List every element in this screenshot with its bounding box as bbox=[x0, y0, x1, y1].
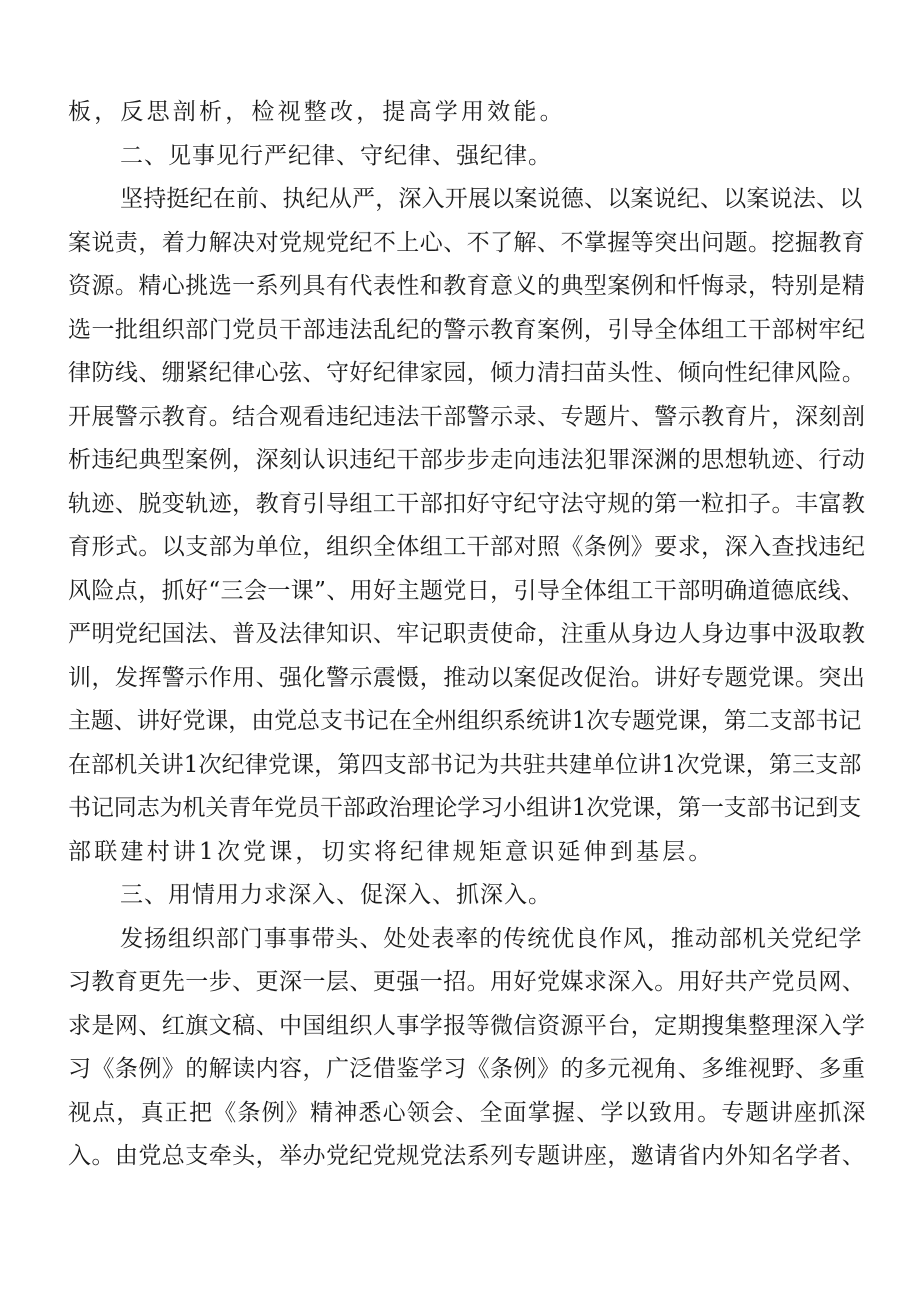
section-heading: 三、用情用力求深入、促深入、抓深入。 bbox=[120, 882, 552, 908]
paragraph-line: 坚持挺纪在前、执纪从严，深入开展以案说德、以案说纪、以案说法、以 bbox=[120, 186, 863, 212]
paragraph-line: 发扬组织部门事事带头、处处表率的传统优良作风，推动部机关党纪学 bbox=[120, 926, 863, 952]
paragraph-line: 习《条例》的解读内容，广泛借鉴学习《条例》的多元视角、多维视野、多重 bbox=[68, 1056, 866, 1082]
paragraph-line: 习教育更先一步、更深一层、更强一招。用好党媒求深入。用好共产党员网、 bbox=[68, 969, 866, 995]
paragraph-line: 律防线、绷紧纪律心弦、守好纪律家园，倾力清扫苗头性、倾向性纪律风险。 bbox=[68, 360, 866, 386]
paragraph-line: 选一批组织部门党员干部违法乱纪的警示教育案例，引导全体组工干部树牢纪 bbox=[68, 317, 866, 343]
paragraph-line: 育形式。以支部为单位，组织全体组工干部对照《条例》要求，深入查找违纪 bbox=[68, 534, 866, 560]
paragraph-line: 析违纪典型案例，深刻认识违纪干部步步走向违法犯罪深渊的思想轨迹、行动 bbox=[68, 447, 866, 473]
paragraph-line: 在部机关讲1次纪律党课，第四支部书记为共驻共建单位讲1次党课，第三支部 bbox=[68, 752, 862, 778]
paragraph-line: 求是网、红旗文稿、中国组织人事学报等微信资源平台，定期搜集整理深入学 bbox=[68, 1013, 866, 1039]
paragraph-line: 部联建村讲1次党课，切实将纪律规矩意识延伸到基层。 bbox=[68, 839, 715, 865]
section-heading: 二、见事见行严纪律、守纪律、强纪律。 bbox=[120, 143, 552, 169]
paragraph-line: 视点，真正把《条例》精神悉心领会、全面掌握、学以致用。专题讲座抓深 bbox=[68, 1100, 867, 1126]
paragraph-line: 案说责，着力解决对党规党纪不上心、不了解、不掌握等突出问题。挖掘教育 bbox=[68, 230, 866, 256]
paragraph-line: 轨迹、脱变轨迹，教育引导组工干部扣好守纪守法守规的第一粒扣子。丰富教 bbox=[68, 491, 866, 517]
paragraph-line: 板，反思剖析，检视整改，提高学用效能。 bbox=[68, 99, 566, 125]
paragraph-line: 主题、讲好党课，由党总支书记在全州组织系统讲1次专题党课，第二支部书记 bbox=[68, 708, 862, 734]
paragraph-line: 训，发挥警示作用、强化警示震慑，推动以案促改促治。讲好专题党课。突出 bbox=[68, 665, 866, 691]
paragraph-line: 风险点，抓好“三会一课”、用好主题党日，引导全体组工干部明确道德底线、 bbox=[68, 578, 865, 604]
paragraph-line: 开展警示教育。结合观看违纪违法干部警示录、专题片、警示教育片，深刻剖 bbox=[68, 404, 866, 430]
paragraph-line: 严明党纪国法、普及法律知识、牢记职责使命，注重从身边人身边事中汲取教 bbox=[68, 621, 866, 647]
paragraph-line: 资源。精心挑选一系列具有代表性和教育意义的典型案例和忏悔录，特别是精 bbox=[68, 273, 866, 299]
paragraph-line: 书记同志为机关青年党员干部政治理论学习小组讲1次党课，第一支部书记到支 bbox=[68, 795, 862, 821]
paragraph-line: 入。由党总支牵头，举办党纪党规党法系列专题讲座，邀请省内外知名学者、 bbox=[68, 1143, 866, 1169]
